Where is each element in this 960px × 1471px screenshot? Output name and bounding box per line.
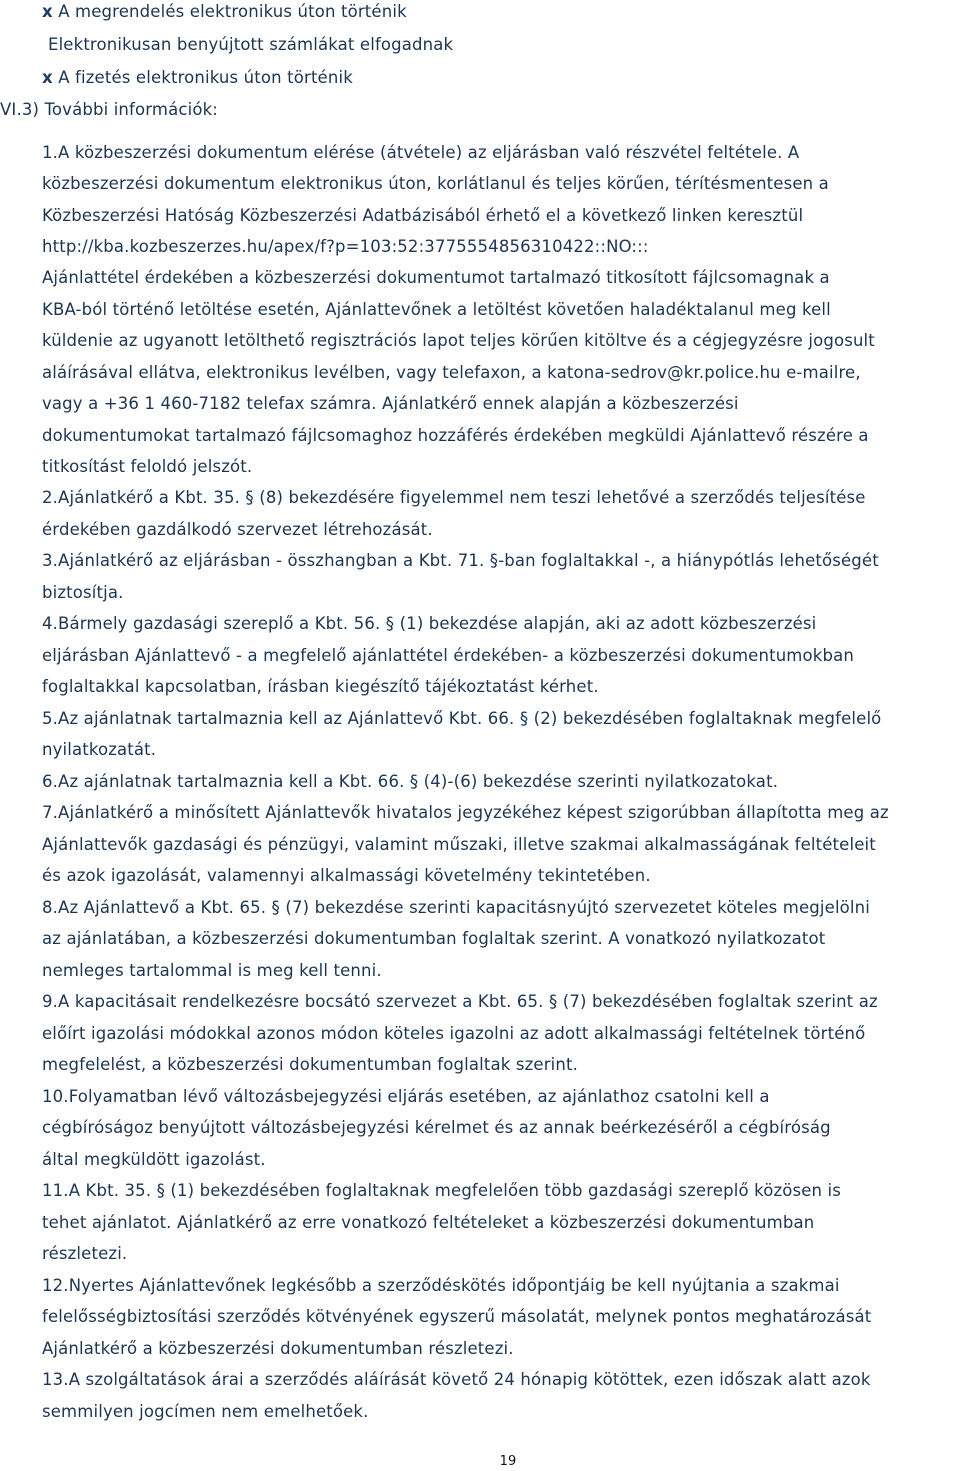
text-line: aláírásával ellátva, elektronikus levélben, vagy telefaxon, a katona-sedrov@kr.police.hu e-mailre,: [42, 363, 861, 382]
text-line: 1.A közbeszerzési dokumentum elérése (átvétele) az eljárásban való részvétel feltétele. A: [42, 143, 800, 162]
checklist-item: [42, 62, 353, 93]
text-line: küldenie az ugyanott letölthető regisztrációs lapot teljes körűen kitöltve és a cégjegyzésre jogosult: [42, 331, 875, 350]
page-number: 19: [499, 1454, 517, 1469]
text-line: titkosítást feloldó jelszót.: [42, 457, 253, 476]
check-mark: x: [42, 68, 53, 87]
checklist-text: A fizetés elektronikus úton történik: [58, 68, 353, 87]
text-line: foglaltakkal kapcsolatban, írásban kiegészítő tájékoztatást kérhet.: [42, 677, 599, 696]
text-line: KBA-ból történő letöltése esetén, Ajánlattevőnek a letöltést követően haladéktalanul meg kell: [42, 300, 831, 319]
text-line: 5.Az ajánlatnak tartalmaznia kell az Ajánlattevő Kbt. 66. § (2) bekezdésében foglaltaknak megfelelő: [42, 709, 882, 728]
text-line: eljárásban Ajánlattevő - a megfelelő ajánlattétel érdekében- a közbeszerzési dokumentumokban: [42, 646, 854, 665]
text-line: által megküldött igazolást.: [42, 1150, 266, 1169]
text-line: és azok igazolását, valamennyi alkalmassági követelmény tekintetében.: [42, 866, 651, 885]
text-line: előírt igazolási módokkal azonos módon köteles igazolni az adott alkalmassági feltételnek történő: [42, 1024, 866, 1043]
text-line: részletezi.: [42, 1244, 128, 1263]
text-line: tehet ajánlatot. Ajánlatkérő az erre vonatkozó feltételeket a közbeszerzési dokumentumban: [42, 1213, 815, 1232]
text-line: felelősségbiztosítási szerződés kötvényének egyszerű másolatát, melynek pontos meghatározását: [42, 1307, 872, 1326]
text-line: 4.Bármely gazdasági szereplő a Kbt. 56. § (1) bekezdése alapján, aki az adott közbeszerzési: [42, 614, 817, 633]
checklist-item: [48, 29, 453, 60]
text-line: 9.A kapacitásait rendelkezésre bocsátó szervezet a Kbt. 65. § (7) bekezdésében foglaltak szerint az: [42, 992, 878, 1011]
text-line: 6.Az ajánlatnak tartalmaznia kell a Kbt. 66. § (4)-(6) bekezdése szerinti nyilatkozatokat.: [42, 772, 779, 791]
text-line: érdekében gazdálkodó szervezet létrehozását.: [42, 520, 433, 539]
text-line: cégbíróságoz benyújtott változásbejegyzési kérelmet és az annak beérkezéséről a cégbíróság: [42, 1118, 831, 1137]
text-line: 2.Ajánlatkérő a Kbt. 35. § (8) bekezdésére figyelemmel nem teszi lehetővé a szerződés teljesítése: [42, 488, 866, 507]
check-mark: x: [42, 2, 53, 21]
text-line: nyilatkozatát.: [42, 740, 157, 759]
url-line: http://kba.kozbeszerzes.hu/apex/f?p=103:52:3775554856310422::NO:::: [42, 237, 649, 256]
text-line: 8.Az Ajánlattevő a Kbt. 65. § (7) bekezdése szerinti kapacitásnyújtó szervezetet köteles megjelölni: [42, 898, 870, 917]
text-line: megfelelést, a közbeszerzési dokumentumban foglaltak szerint.: [42, 1055, 578, 1074]
checklist-item: [42, 0, 407, 27]
text-line: biztosítja.: [42, 583, 124, 602]
text-line: semmilyen jogcímen nem emelhetőek.: [42, 1402, 369, 1421]
text-line: közbeszerzési dokumentum elektronikus úton, korlátlanul és teljes körűen, térítésmentesen a: [42, 174, 829, 193]
checklist-text: Elektronikusan benyújtott számlákat elfogadnak: [48, 35, 454, 54]
text-line: 11.A Kbt. 35. § (1) bekezdésében foglaltaknak megfelelően több gazdasági szereplő közösen is: [42, 1181, 842, 1200]
text-line: dokumentumokat tartalmazó fájlcsomaghoz hozzáférés érdekében megküldi Ajánlattevő részére a: [42, 426, 869, 445]
text-line: 3.Ajánlatkérő az eljárásban - összhangban a Kbt. 71. §-ban foglaltakkal -, a hiánypótlás lehetőségét: [42, 551, 879, 570]
text-line: Ajánlattétel érdekében a közbeszerzési dokumentumot tartalmazó titkosított fájlcsomagnak a: [42, 268, 830, 287]
text-line: nemleges tartalommal is meg kell tenni.: [42, 961, 382, 980]
text-line: Ajánlatkérő a közbeszerzési dokumentumban részletezi.: [42, 1339, 514, 1358]
text-line: az ajánlatában, a közbeszerzési dokumentumban foglaltak szerint. A vonatkozó nyilatkozatot: [42, 929, 826, 948]
section-heading: VI.3) További információk:: [0, 100, 218, 119]
text-line: Közbeszerzési Hatóság Közbeszerzési Adatbázisából érhető el a következő linken keresztül: [42, 206, 804, 225]
text-line: 10.Folyamatban lévő változásbejegyzési eljárás esetében, az ajánlathoz csatolni kell a: [42, 1087, 770, 1106]
checklist-text: A megrendelés elektronikus úton történik: [58, 2, 407, 21]
text-line: vagy a +36 1 460-7182 telefax számra. Ajánlatkérő ennek alapján a közbeszerzési: [42, 394, 739, 413]
text-line: 13.A szolgáltatások árai a szerződés aláírását követő 24 hónapig kötöttek, ezen időszak alatt azok: [42, 1370, 871, 1389]
text-line: 12.Nyertes Ajánlattevőnek legkésőbb a szerződéskötés időpontjáig be kell nyújtania a szakmai: [42, 1276, 840, 1295]
text-line: 7.Ajánlatkérő a minősített Ajánlattevők hivatalos jegyzékéhez képest szigorúbban állapította meg az: [42, 803, 889, 822]
text-line: Ajánlattevők gazdasági és pénzügyi, valamint műszaki, illetve szakmai alkalmasságának feltételeit: [42, 835, 876, 854]
